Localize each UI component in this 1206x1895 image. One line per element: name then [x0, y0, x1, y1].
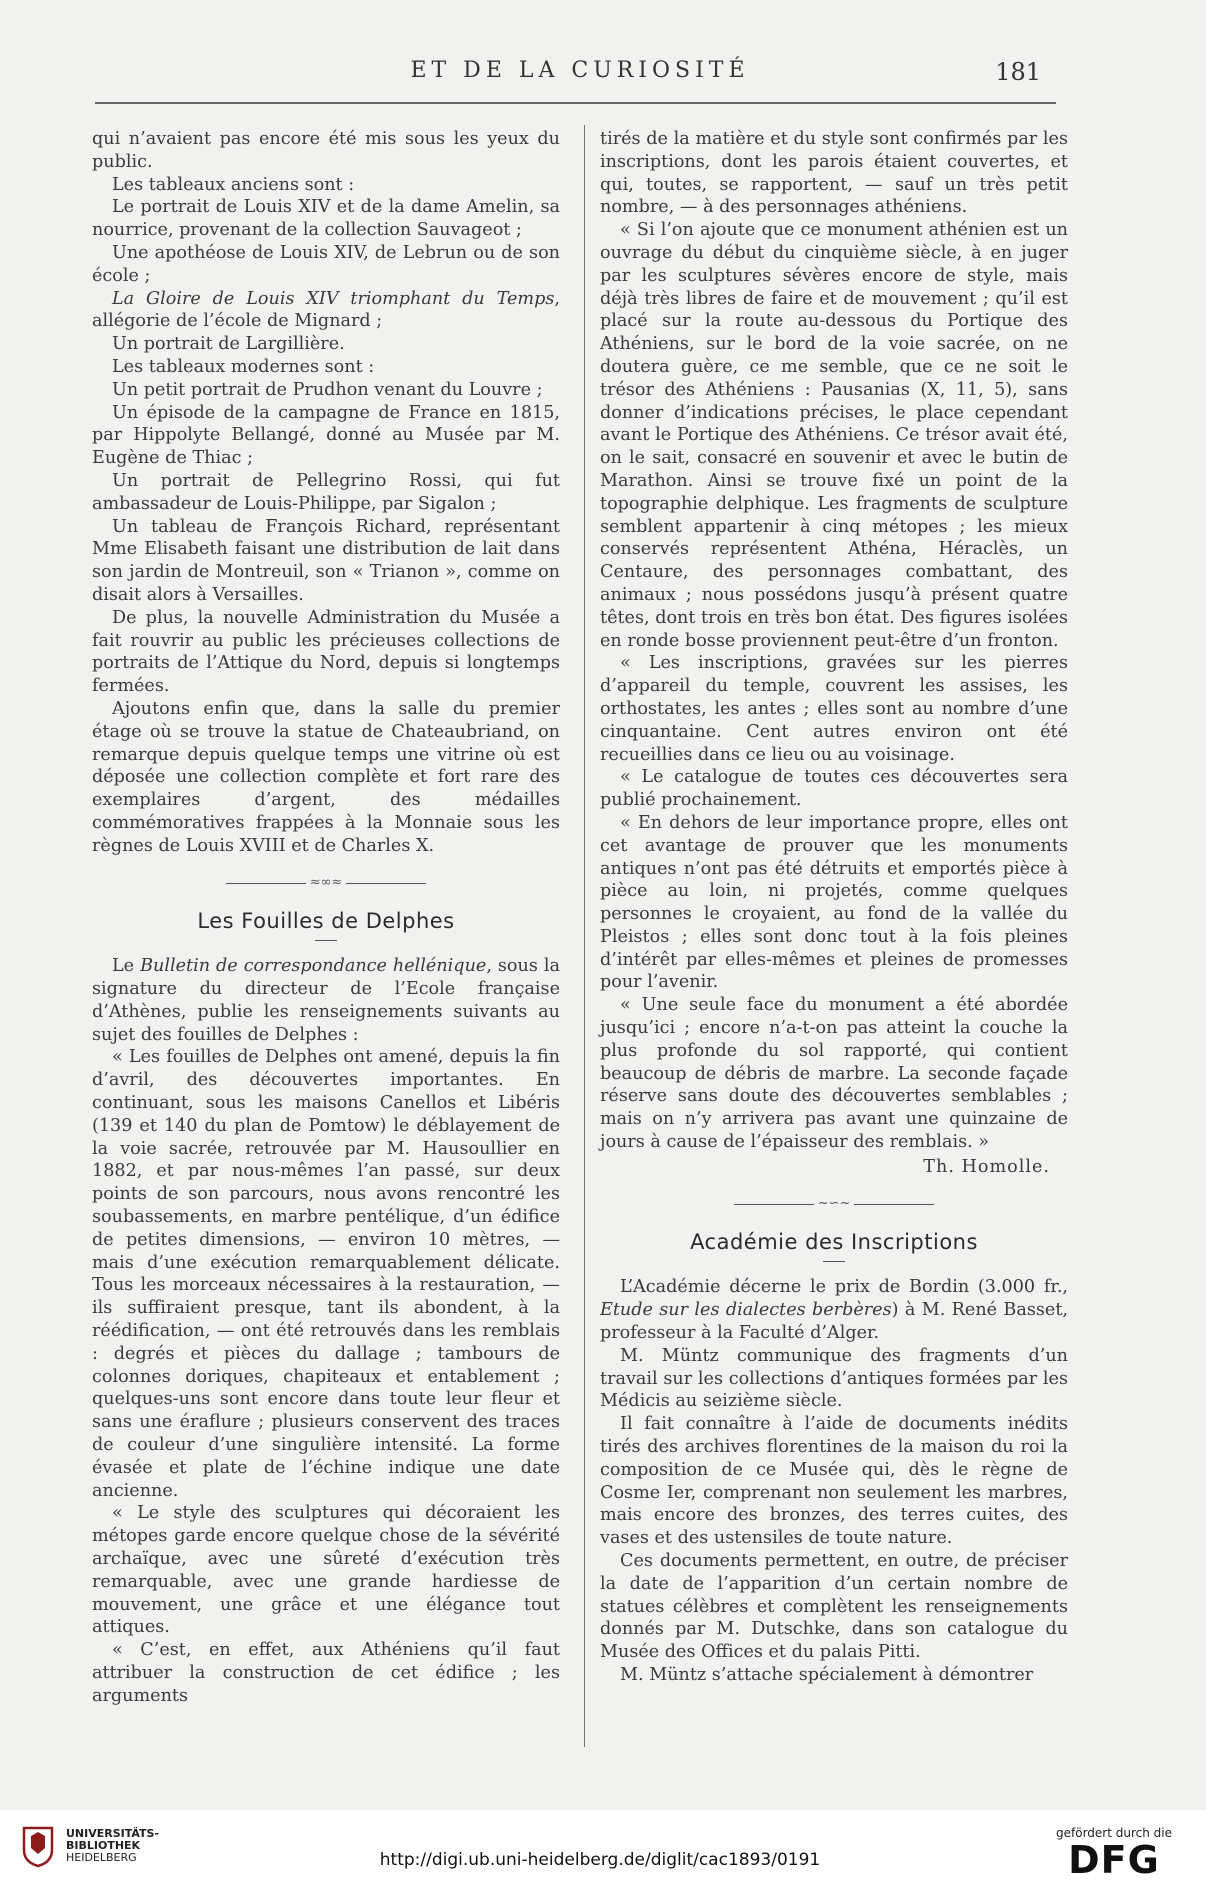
footer-bar	[0, 1810, 1206, 1895]
ornament-flourish: ~∽~	[817, 1196, 851, 1212]
paragraph-text: Un portrait de Pellegrino Rossi, qui fut ambassadeur de Louis-Philippe, par Sigalon ;	[92, 470, 560, 514]
paragraph-text: M. Müntz s’attache spécialement à démontrer	[620, 1665, 1034, 1685]
paragraph-text: qui n’avaient pas encore été mis sous les yeux du public.	[92, 129, 560, 172]
signature: Th. Homolle.	[923, 1156, 1050, 1177]
paragraph-text: « Le style des sculptures qui décoraient les métopes garde encore quelque chose de la sévérité archaïque, avec une sûreté d’exécution très remarquable, avec une grande hardiesse de mouvement, une grâce et une élégance tout attiques.	[92, 1503, 560, 1638]
paragraph	[92, 128, 560, 174]
paragraph-text: , allégorie de l’école de Mignard ;	[92, 288, 560, 332]
paragraph	[600, 766, 1068, 812]
column-divider	[584, 125, 585, 1747]
paragraph-text: Il fait connaître à l’aide de documents inédits tirés des archives florentines de la maison du roi la composition de ce Musée qui, dès le règne de Cosme Ier, comprenant non seulement les marbres, mais encore des bronzes, des terres cuites, des vases et des ustensiles de toute nature.	[600, 1414, 1068, 1549]
paragraph-text: Ajoutons enfin que, dans la salle du premier étage où se trouve la statue de Chateaubriand, on remarque depuis quelque temps une vitrine où est déposée une collection complète et fort rare des exemplaires d’argent, des médailles commémoratives frappées à la Monnaie sous les règnes de Louis XVIII et de Charles X.	[92, 698, 560, 856]
delphes-intro	[92, 955, 560, 1046]
library-name-line2: BIBLIOTHEK	[66, 1839, 141, 1852]
paragraph	[600, 128, 1068, 219]
paragraph-text: De plus, la nouvelle Administration du Musée a fait rouvrir au public les précieuses collections de portraits de l’Attique du Nord, depuis si longtemps fermées.	[92, 607, 560, 697]
permalink[interactable]: http://digi.ub.uni-heidelberg.de/diglit/cac1893/0191	[379, 1850, 821, 1870]
left-column	[92, 128, 560, 1708]
paragraph-text: Un tableau de François Richard, représentant Mme Elisabeth faisant une distribution de lait dans son jardin de Montreuil, son « Trianon », comme on disait alors à Versailles.	[92, 516, 560, 605]
heading-dash	[823, 1261, 845, 1262]
delphes-paragraphs	[92, 1046, 560, 1707]
left-paragraphs	[92, 128, 560, 858]
paragraph	[600, 219, 1068, 652]
paragraph	[92, 402, 560, 470]
section-heading-academie: Académie des Inscriptions	[690, 1229, 978, 1254]
paragraph-text: « Si l’on ajoute que ce monument athénien est un ouvrage du début du cinquième siècle, à en juger par les sculptures sévères encore de style, mais déjà très libres de faire et de mouvement ; qu’il est placé sur la route au-dessous du Portique des Athéniens, sur le bord de la voie sacrée, on ne doutera guère, ce me semble, que ce ne soit le trésor des Athéniens : Pausanias (X, 11, 5), sans donner d’indications précises, le place cependant avant le Portique des Athéniens. Ce trésor avait été, on le sait, consacré en souvenir et avec le butin de Marathon. Ainsi se trouve fixé un point de la topographie delphique. Les fragments de sculpture semblent appartenir à cinq métopes ; les mieux conservés représentent Athéna, Héraclès, un Centaure, des personnages combattant, des animaux ; nous possédons jusqu’à présent quatre têtes, dont trois en très bon état. Des figures isolées en ronde bosse proviennent peut-être d’un fronton.	[600, 220, 1068, 651]
ornament-line	[734, 1204, 814, 1205]
library-name-line3: HEIDELBERG	[66, 1851, 137, 1864]
paragraph-text: « Les fouilles de Delphes ont amené, depuis la fin d’avril, des découvertes importantes. En continuant, sous les maisons Canellos et Libéris (139 et 140 du plan de Pomtow) le déblayement de la voie sacrée, retrouvée par M. Hausoullier en 1882, et par nous-mêmes l’an passé, sur deux points de son parcours, nous avons rencontré les soubassements, en marbre pentélique, d’un édifice de petites dimensions, — environ 10 mètres, — mais d’une exécution remarquablement délicate. Tous les morceaux nécessaires à la restauration, —ils suffiraient presque, tant ils abondent, à la réédification, — ont été retrouvés dans les remblais : degrés et pièces du dallage ; tambours de colonnes doriques, chapiteaux et entablement ; quelques-uns sont encore dans toute leur fleur et sans une éraflure ; plusieurs conservent des traces de couleur d’une singulière intensité. La forme évasée et plate de l’échine indique une date ancienne.	[92, 1047, 560, 1501]
paragraph	[92, 516, 560, 607]
ornament-line	[226, 883, 306, 884]
paragraph	[600, 1345, 1068, 1413]
paragraph	[92, 333, 560, 356]
paragraph	[92, 174, 560, 197]
paragraph	[92, 698, 560, 858]
right-column	[600, 128, 1068, 1687]
paragraph-text: M. Müntz communique des fragments d’un travail sur les collections d’antiques formées par les Médicis au seizième siècle.	[600, 1345, 1068, 1412]
paragraph-text: « Les inscriptions, gravées sur les pierres d’appareil du temple, couvrent les assises, les orthostates, les antes ; elles sont au nombre d’une cinquantaine. Cent autres environ ont été recueillies dans ce lieu ou au voisinage.	[600, 653, 1068, 765]
intro-rest: , sous la signature du directeur de l’Ecole française d’Athènes, publie les renseignements suivants au sujet des fouilles de Delphes :	[92, 956, 560, 1045]
right-paragraphs	[600, 128, 1068, 1154]
library-seal-icon	[20, 1824, 56, 1868]
italic-title: La Gloire de Louis XIV triomphant du Temps	[112, 288, 555, 309]
library-name-line1: UNIVERSITÄTS-	[66, 1827, 160, 1840]
section-heading-delphes: Les Fouilles de Delphes	[197, 908, 455, 933]
paragraph-text: Une apothéose de Louis XIV, de Lebrun ou de son école ;	[92, 242, 560, 286]
paragraph-text: tirés de la matière et du style sont confirmés par les inscriptions, dont les parois étaient couvertes, et qui, toutes, se rapportent, — sauf un très petit nombre, — à des personnages athéniens.	[600, 129, 1068, 218]
library-name	[66, 1828, 159, 1864]
dfg-logo: DFG	[1068, 1838, 1160, 1882]
paragraph-text: Un portrait de Largillière.	[112, 334, 345, 355]
academie-prefix: L’Académie décerne le prix de Bordin (3.000 fr.,	[620, 1277, 1068, 1298]
paragraph	[600, 652, 1068, 766]
paragraph-text: Les tableaux anciens sont :	[112, 174, 355, 195]
paragraph-text: Le portrait de Louis XIV et de la dame Amelin, sa nourrice, provenant de la collection Sauvageot ;	[92, 197, 560, 241]
paragraph	[92, 356, 560, 379]
heading-dash	[315, 940, 337, 941]
paragraph	[92, 288, 560, 334]
ornament-line	[854, 1204, 934, 1205]
paragraph	[92, 1046, 560, 1502]
running-title: ET DE LA CURIOSITÉ	[410, 58, 750, 83]
academie-paragraphs	[600, 1345, 1068, 1687]
paragraph-text: Un petit portrait de Prudhon venant du Louvre ;	[112, 379, 543, 400]
section-ornament	[600, 1179, 1068, 1231]
paragraph-text: « Une seule face du monument a été abordée jusqu’ici ; encore n’a-t-on pas atteint la couche la plus profonde du sol rapporté, qui contient beaucoup de débris de marbre. La seconde façade réserve sans doute des découvertes semblables ; mais on n’y arrivera pas avant une quinzaine de jours à cause de l’épaisseur des remblais. »	[600, 995, 1068, 1153]
paragraph	[92, 242, 560, 288]
page-number: 181	[995, 58, 1041, 86]
paragraph	[92, 379, 560, 402]
bulletin-title: Bulletin de correspondance hellénique	[140, 956, 487, 977]
paragraph	[600, 1664, 1068, 1687]
paragraph-text: « Le catalogue de toutes ces découvertes sera publié prochainement.	[600, 767, 1068, 811]
funder-branding	[1034, 1826, 1194, 1880]
paragraph	[92, 607, 560, 698]
paragraph	[600, 994, 1068, 1154]
paragraph	[92, 1639, 560, 1707]
paragraph-text: « C’est, en effet, aux Athéniens qu’il faut attribuer la construction de cet édifice ; les arguments	[92, 1640, 560, 1706]
paragraph	[600, 812, 1068, 994]
paragraph-text: Les tableaux modernes sont :	[112, 356, 375, 377]
paragraph	[92, 470, 560, 516]
ornament-line	[346, 883, 426, 884]
academie-intro	[600, 1276, 1068, 1344]
paragraph-text: Ces documents permettent, en outre, de préciser la date de l’apparition d’un certain nombre de statues célèbres et complètent les renseignements donnés par M. Dutschke, dans son catalogue du Musée des Offices et du palais Pitti.	[600, 1551, 1068, 1663]
paragraph-text: « En dehors de leur importance propre, elles ont cet avantage de prouver que les monuments antiques n’ont pas été détruits et emportés pièce à pièce au loin, ni projetés, comme quelques personnes le croyaient, au fond de la vallée du Pleistos ; elles sont donc tout à la fois pleines d’intérêt par elles-mêmes et pleines de promesses pour l’avenir.	[600, 812, 1068, 993]
academie-rest: ) à M. René Basset, professeur à la Faculté d’Alger.	[600, 1300, 1068, 1344]
paragraph	[92, 1502, 560, 1639]
header-rule	[95, 102, 1056, 104]
ornament-flourish: ≈∞≈	[309, 875, 343, 891]
paragraph	[600, 1413, 1068, 1550]
intro-prefix: Le	[112, 956, 141, 977]
section-ornament	[92, 858, 560, 910]
paragraph-text: Un épisode de la campagne de France en 1815, par Hippolyte Bellangé, donné au Musée par M. Eugène de Thiac ;	[92, 402, 560, 469]
paragraph	[92, 196, 560, 242]
library-branding	[20, 1824, 159, 1868]
running-head	[0, 56, 1206, 96]
prize-work-title: Etude sur les dialectes berbères	[600, 1300, 892, 1321]
funded-by-label: gefördert durch die	[1056, 1826, 1172, 1840]
paragraph	[600, 1550, 1068, 1664]
